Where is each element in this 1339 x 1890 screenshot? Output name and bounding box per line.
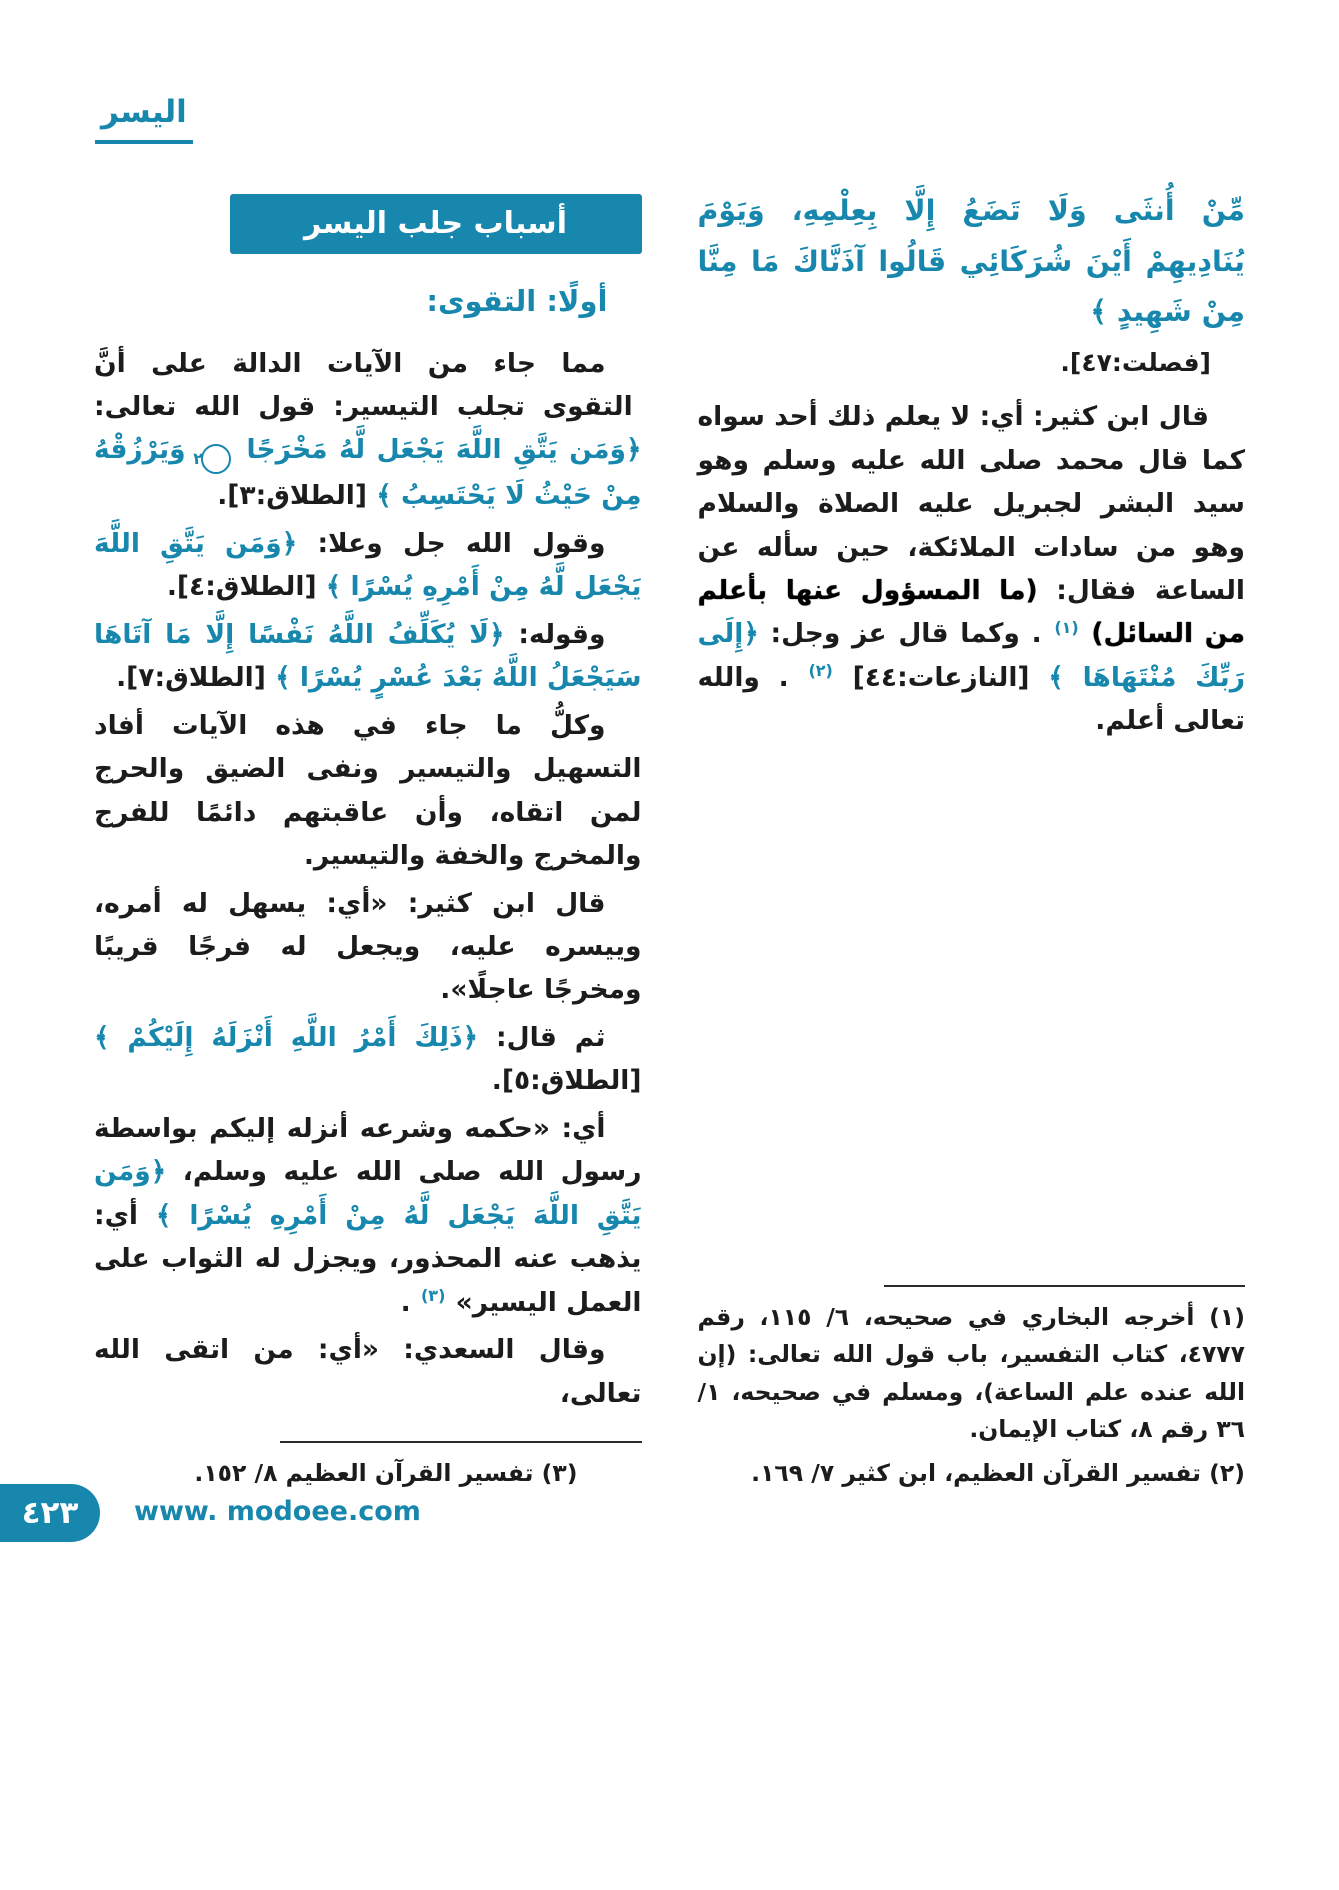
verse-ref-segment: [الطلاق:٤].	[166, 571, 317, 603]
footnote-1: (١) أخرجه البخاري في صحيحه، ٦/ ١١٥، رقم ٤٧٧٧، كتاب التفسير، باب قول الله تعالى: (إن الله عنده علم الساعة)، ومسلم في صحيحه، ١/ ٣٦ رقم ٨، كتاب الإيمان.	[697, 1302, 1246, 1444]
section-title-box	[230, 194, 642, 254]
verse-reference-fussilat: [فصلت:٤٧].	[1060, 348, 1211, 378]
quran-talaq-5: ﴿ذَلِكَ أَمْرُ اللَّهِ أَنْزَلَهُ إِلَيْكُمْ ﴾	[94, 1021, 479, 1053]
text-segment: . وكما قال عز وجل:	[758, 618, 1042, 650]
footnote-mark-3: (٣)	[420, 1285, 446, 1305]
text-segment: وقول الله جل وعلا:	[297, 527, 606, 559]
footnote-3: (٣) تفسير القرآن العظيم ٨/ ١٥٢.	[194, 1458, 578, 1487]
page-number-tab	[0, 1484, 100, 1542]
quran-verse-fussilat	[698, 186, 1246, 338]
quran-talaq-4-repeat: ﴿وَمَن يَتَّقِ اللَّهَ يَجْعَل لَّهُ مِنْ أَمْرِهِ يُسْرًا ﴾	[94, 1156, 642, 1231]
hadith-text: (ما المسؤول عنها بأعلم من السائل)	[697, 574, 1246, 650]
text-segment: . والله تعالى أعلم.	[697, 661, 1245, 737]
footnote-mark-2: (٢)	[808, 661, 833, 681]
website-link[interactable]: www. modoee.com	[134, 1496, 421, 1527]
quran-talaq-4: ﴿وَمَن يَتَّقِ اللَّهَ يَجْعَل لَّهُ مِنْ أَمْرِهِ يُسْرًا ﴾	[94, 527, 642, 603]
verse-ref-segment: [النازعات:٤٤]	[852, 661, 1030, 693]
verse-ref-segment: [الطلاق:٧].	[116, 662, 266, 694]
para-talaq-7	[94, 613, 642, 700]
page-header	[95, 94, 193, 144]
text-segment: وقوله:	[504, 618, 606, 650]
para-talaq-5	[94, 1016, 642, 1103]
running-title: اليسر	[95, 94, 193, 144]
footnote-2: (٢) تفسير القرآن العظيم، ابن كثير ٧/ ١٦٩.	[751, 1458, 1245, 1487]
column-left	[94, 180, 642, 1499]
para-taqwa-intro	[94, 342, 642, 518]
page-number: ٤٢٣	[21, 1495, 79, 1531]
text-segment: .	[400, 1286, 411, 1318]
footnotes-left	[94, 1441, 642, 1499]
quran-talaq-3: ﴿وَمَن يَتَّقِ اللَّهَ يَجْعَل لَّهُ مَخْرَجًا	[235, 434, 642, 466]
footnote-mark-1: (١)	[1054, 617, 1079, 637]
footnote-separator	[280, 1441, 641, 1443]
text-segment: أي: يذهب عنه المحذور، ويجزل له الثواب على العمل اليسير»	[94, 1199, 642, 1318]
quran-talaq-3: وَيَرْزُقْهُ مِنْ حَيْثُ لَا يَحْتَسِبُ ﴾	[94, 434, 642, 512]
verse-ref-segment: [الطلاق:٥].	[491, 1065, 642, 1097]
para-tafsir-explanation	[94, 1107, 642, 1324]
column-right	[698, 180, 1246, 1499]
para-ibn-kathir-commentary	[698, 395, 1246, 743]
footnote-separator	[884, 1285, 1245, 1287]
para-saadi: وقال السعدي: «أي: من اتقى الله تعالى،	[94, 1334, 642, 1409]
para-summary: وكلُّ ما جاء في هذه الآيات أفاد التسهيل والتيسير ونفى الضيق والحرج لمن اتقاه، وأن عاقبتهم دائمًا للفرج والمخرج والخفة والتيسير.	[94, 709, 642, 872]
para-talaq-4	[94, 522, 642, 609]
text-segment: مما جاء من الآيات الدالة على أنَّ التقوى تجلب التيسير: قول الله تعالى:	[94, 347, 633, 422]
quran-talaq-7: ﴿لَا يُكَلِّفُ اللَّهُ نَفْسًا إِلَّا مَا آتَاهَا سَيَجْعَلُ اللَّهُ بَعْدَ عُسْرٍ يُسْرًا ﴾	[94, 618, 642, 694]
section-title: أسباب جلب اليسر	[304, 206, 567, 242]
footnotes-right	[698, 1285, 1246, 1499]
para-ibn-kathir-quote: قال ابن كثير: «أي: يسهل له أمره، وييسره عليه، ويجعل له فرجًا قريبًا ومخرجًا عاجلًا».	[94, 887, 642, 1006]
two-column-body	[94, 180, 1245, 1499]
text-segment: أي: «حكمه وشرعه أنزله إليكم بواسطة رسول الله صلى الله عليه وسلم،	[94, 1112, 642, 1188]
ayah-number-mark: ٢	[201, 444, 231, 474]
quran-inline-naziat: ﴿إِلَى رَبِّكَ مُنْتَهَاهَا ﴾	[697, 618, 1246, 693]
verse-ref-segment: [الطلاق:٣].	[217, 480, 367, 512]
subheading-taqwa: أولًا: التقوى:	[426, 284, 608, 318]
text-segment: ثم قال:	[478, 1021, 606, 1053]
quran-segment: مِّنْ أُنثَى وَلَا تَضَعُ إِلَّا بِعِلْمِهِ، وَيَوْمَ يُنَادِيهِمْ أَيْنَ شُرَكَائِي قَالُوا آذَنَّاكَ مَا مِنَّا مِنْ شَهِيدٍ ﴾	[697, 194, 1245, 329]
text-segment: قال ابن كثير: أي: لا يعلم ذلك أحد سواه كما قال محمد صلى الله عليه وسلم وهو سيد البشر لجبريل عليه الصلاة والسلام وهو من سادات الملائكة، حين سأله عن الساعة فقال:	[697, 401, 1245, 606]
